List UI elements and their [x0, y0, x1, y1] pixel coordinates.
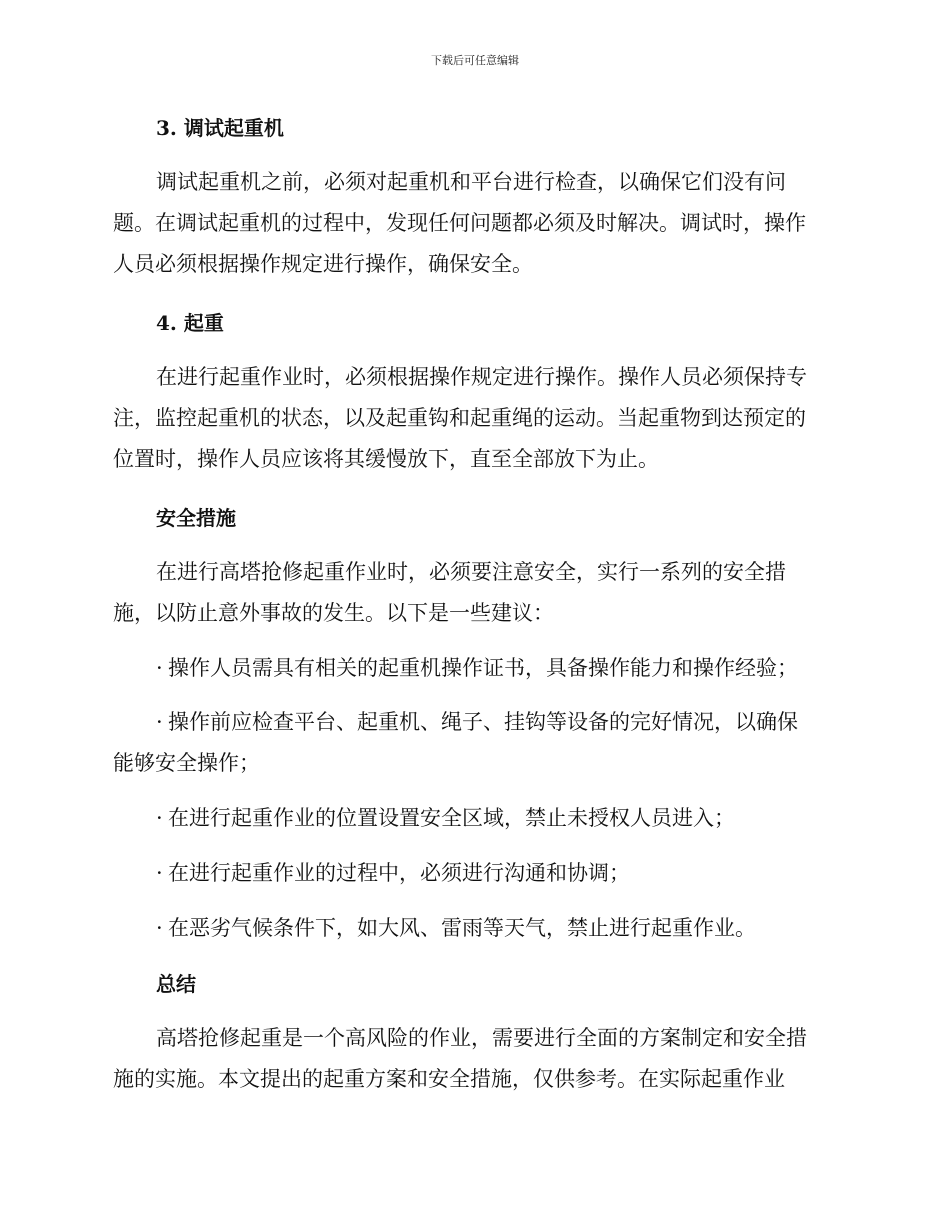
bullet-text: 在恶劣气候条件下，如大风、雷雨等天气，禁止进行起重作业。 — [168, 916, 756, 940]
section-paragraph-safety — [113, 552, 833, 634]
paragraph-line: 调试起重机之前，必须对起重机和平台进行检查，以确保它们没有问 — [156, 170, 786, 194]
bullet-text-continuation: 能够安全操作； — [113, 751, 260, 775]
bullet-dot: · — [156, 861, 163, 885]
paragraph-line: 施，以防止意外事故的发生。以下是一些建议： — [113, 601, 554, 625]
paragraph-line: 高塔抢修起重是一个高风险的作业，需要进行全面的方案制定和安全措 — [156, 1026, 807, 1050]
bullet-dot: · — [156, 916, 163, 940]
paragraph-line: 题。在调试起重机的过程中，发现任何问题都必须及时解决。调试时，操作 — [113, 211, 806, 235]
bullet-text: 在进行起重作业的过程中，必须进行沟通和协调； — [168, 861, 630, 885]
bullet-item — [113, 908, 833, 949]
page-header: 下载后可任意编辑 — [431, 54, 519, 67]
section-paragraph-4 — [113, 357, 833, 480]
section-heading-summary: 总结 — [156, 972, 196, 996]
bullet-item — [113, 853, 833, 894]
bullet-dot: · — [156, 806, 163, 830]
paragraph-line: 在进行起重作业时，必须根据操作规定进行操作。操作人员必须保持专 — [156, 365, 807, 389]
section-heading-4: 4. 起重 — [156, 311, 224, 335]
paragraph-line: 注，监控起重机的状态，以及起重钩和起重绳的运动。当起重物到达预定的 — [113, 406, 806, 430]
bullet-text: 操作前应检查平台、起重机、绳子、挂钩等设备的完好情况，以确保 — [168, 710, 798, 734]
section-paragraph-summary — [113, 1018, 833, 1100]
bullet-text: 操作人员需具有相关的起重机操作证书，具备操作能力和操作经验； — [168, 656, 798, 680]
section-heading-safety: 安全措施 — [156, 506, 236, 530]
paragraph-line: 在进行高塔抢修起重作业时，必须要注意安全，实行一系列的安全措 — [156, 560, 786, 584]
bullet-dot: · — [156, 710, 163, 734]
bullet-dot: · — [156, 656, 163, 680]
paragraph-line: 施的实施。本文提出的起重方案和安全措施，仅供参考。在实际起重作业 — [113, 1067, 785, 1091]
bullet-item — [113, 702, 833, 784]
bullet-item — [113, 798, 833, 839]
paragraph-line: 人员必须根据操作规定进行操作，确保安全。 — [113, 252, 533, 276]
paragraph-line: 位置时，操作人员应该将其缓慢放下，直至全部放下为止。 — [113, 447, 659, 471]
section-paragraph-3 — [113, 162, 833, 285]
section-heading-3: 3. 调试起重机 — [156, 116, 284, 140]
bullet-text: 在进行起重作业的位置设置安全区域，禁止未授权人员进入； — [168, 806, 735, 830]
bullet-item — [113, 648, 833, 689]
